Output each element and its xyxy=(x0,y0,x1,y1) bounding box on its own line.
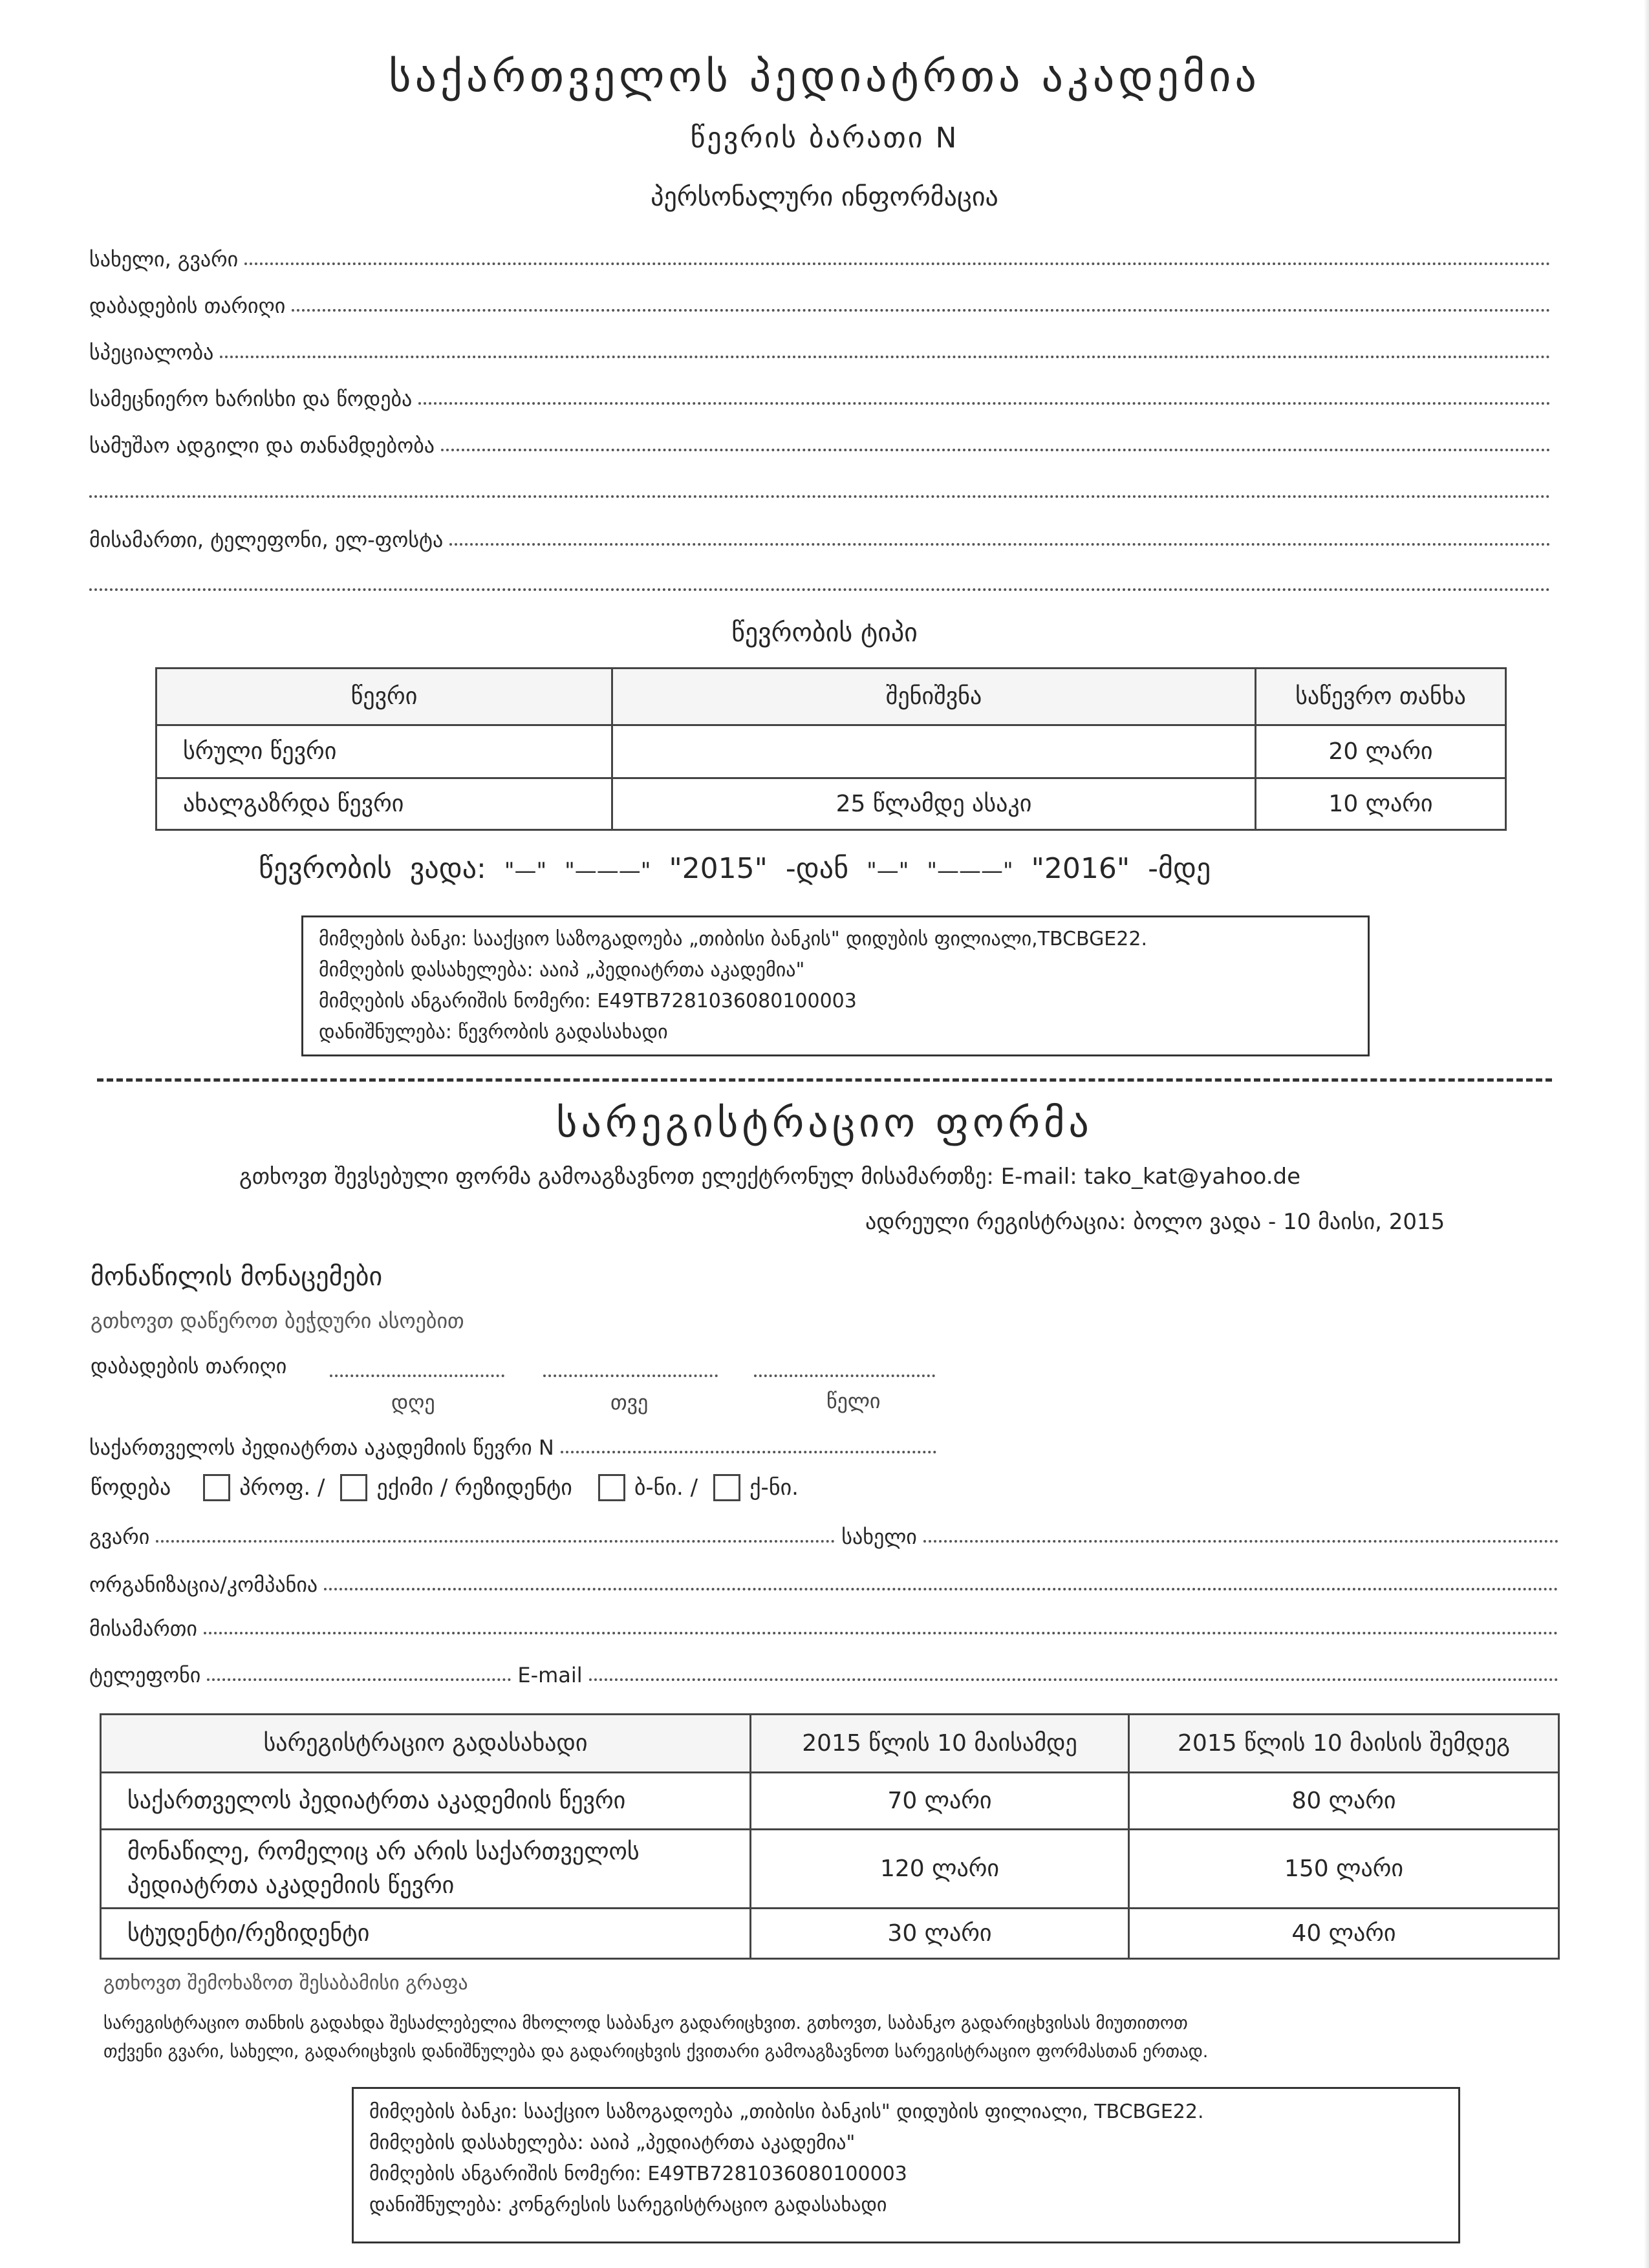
bank-line: დანიშნულება: კონგრესის სარეგისტრაციო გადასახადი xyxy=(369,2194,887,2216)
bank-line: მიმღების ანგარიშის ნომერი: E49TB7281036080100003 xyxy=(369,2163,907,2185)
membership-type-table xyxy=(155,667,1507,831)
doctor-label: ექიმი / რეზიდენტი xyxy=(376,1475,572,1501)
email-label: E-mail xyxy=(517,1663,583,1687)
participant-heading: მონაწილის მონაცემები xyxy=(91,1262,383,1292)
col-note: შენიშვნა xyxy=(612,669,1256,725)
membership-term xyxy=(259,852,1211,885)
month-caption: თვე xyxy=(610,1390,649,1415)
bank-line: მიმღების დასახელება: ააიპ „პედიატრთა აკადემია" xyxy=(319,959,805,981)
name-field[interactable] xyxy=(923,1540,1558,1543)
bank-line: მიმღების დასახელება: ააიპ „პედიატრთა აკადემია" xyxy=(369,2132,856,2154)
table-cell: 80 ლარი xyxy=(1129,1773,1559,1830)
address-field[interactable]: მისამართი xyxy=(89,1610,1558,1641)
personal-info-heading: პერსონალური ინფორმაცია xyxy=(651,182,998,212)
term-to: -მდე xyxy=(1148,852,1211,885)
table-cell: 25 წლამდე ასაკი xyxy=(612,778,1256,830)
field-contacts[interactable]: მისამართი, ტელეფონი, ელ-ფოსტა xyxy=(89,521,1551,552)
table-cell: 30 ლარი xyxy=(751,1909,1129,1959)
col-fee: საწევრო თანხა xyxy=(1256,669,1506,725)
term-from: -დან xyxy=(785,852,849,885)
member-number-field[interactable]: საქართველოს პედიატრთა აკადემიის წევრი N xyxy=(89,1429,936,1460)
early-registration-note: ადრეული რეგისტრაცია: ბოლო ვადა - 10 მაისი, 2015 xyxy=(865,1209,1445,1235)
year-caption: წელი xyxy=(826,1389,881,1413)
ms-label: ქ-ნი. xyxy=(749,1475,799,1501)
col-fee-type: სარეგისტრაციო გადასახადი xyxy=(101,1715,751,1773)
email-instruction: გთხოვთ შევსებული ფორმა გამოაგზავნოთ ელექტრონულ მისამართზე: E-mail: tako_kat@yahoo.de xyxy=(239,1164,1301,1190)
term-day-from: "—" xyxy=(504,858,547,884)
card-subtitle: წევრის ბარათი N xyxy=(690,122,959,155)
registration-title: სარეგისტრაციო ფორმა xyxy=(556,1099,1093,1146)
table-cell: 40 ლარი xyxy=(1129,1909,1559,1959)
table-cell: სრული წევრი xyxy=(156,725,612,778)
field-full-name[interactable]: სახელი, გვარი xyxy=(89,241,1551,272)
page-title: საქართველოს პედიატრთა აკადემია xyxy=(389,52,1260,102)
surname-label: გვარი xyxy=(89,1524,150,1549)
bank-line: მიმღების ბანკი: სააქციო საზოგადოება „თიბისი ბანკის" დიდუბის ფილიალი,TBCBGE22. xyxy=(319,928,1147,950)
term-day-to: "—" xyxy=(867,858,909,884)
name-row xyxy=(89,1518,1558,1549)
dob-label: დაბადების თარიღი xyxy=(91,1354,287,1378)
field-birth-date[interactable]: დაბადების თარიღი xyxy=(89,287,1551,318)
term-year-to: "2016" xyxy=(1031,852,1130,885)
table-cell: ახალგაზრდა წევრი xyxy=(156,778,612,830)
col-before: 2015 წლის 10 მაისამდე xyxy=(751,1715,1129,1773)
bank-line: დანიშნულება: წევრობის გადასახადი xyxy=(319,1021,668,1043)
surname-field[interactable] xyxy=(156,1540,835,1543)
mark-note: გთხოვთ შემოხაზოთ შესაბამისი გრაფა xyxy=(103,1972,468,1995)
field-contacts-cont[interactable] xyxy=(89,566,1551,597)
table-cell: სტუდენტი/რეზიდენტი xyxy=(101,1909,751,1959)
dob-day-field[interactable] xyxy=(330,1375,504,1377)
table-cell: საქართველოს პედიატრთა აკადემიის წევრი xyxy=(101,1773,751,1830)
dob-month-field[interactable] xyxy=(543,1375,718,1377)
table-cell xyxy=(612,725,1256,778)
title-label: წოდება xyxy=(91,1475,171,1501)
table-row xyxy=(156,778,1506,830)
organization-field[interactable]: ორგანიზაცია/კომპანია xyxy=(89,1566,1558,1597)
payment-note-line-1: სარეგისტრაციო თანხის გადახდა შესაძლებელია მხოლოდ საბანკო გადარიცხვით. გთხოვთ, საბანკო გადარიცხვისას მიუთითოთ xyxy=(103,2013,1188,2033)
title-options xyxy=(91,1474,799,1501)
bank-details-membership xyxy=(301,915,1370,1056)
ms-checkbox[interactable] xyxy=(713,1474,740,1501)
field-workplace-cont[interactable] xyxy=(89,473,1551,504)
table-cell: 120 ლარი xyxy=(751,1830,1129,1909)
registration-fee-table xyxy=(100,1713,1560,1960)
table-row xyxy=(101,1830,1559,1909)
bank-line: მიმღების ბანკი: სააქციო საზოგადოება „თიბისი ბანკის" დიდუბის ფილიალი, TBCBGE22. xyxy=(369,2101,1204,2123)
scan-edge-shadow xyxy=(1644,0,1649,2268)
term-month-from: "———" xyxy=(565,858,651,884)
table-cell: 20 ლარი xyxy=(1256,725,1506,778)
field-degree[interactable]: სამეცნიერო ხარისხი და წოდება xyxy=(89,380,1551,411)
term-month-to: "———" xyxy=(927,858,1013,884)
name-label: სახელი xyxy=(841,1524,917,1549)
payment-note-line-2: თქვენი გვარი, სახელი, გადარიცხვის დანიშნულება და გადარიცხვის ქვითარი გამოაგზავნოთ სარეგისტრაციო ფორმასთან ერთად. xyxy=(103,2042,1209,2062)
prof-label: პროფ. / xyxy=(239,1475,325,1501)
phone-label: ტელეფონი xyxy=(89,1663,201,1687)
bank-line: მიმღების ანგარიშის ნომერი: E49TB7281036080100003 xyxy=(319,990,857,1012)
membership-type-heading: წევრობის ტიპი xyxy=(731,618,918,648)
table-cell: 10 ლარი xyxy=(1256,778,1506,830)
col-after: 2015 წლის 10 მაისის შემდეგ xyxy=(1129,1715,1559,1773)
phone-field[interactable] xyxy=(207,1678,511,1681)
dob-year-field[interactable] xyxy=(754,1375,935,1377)
table-row xyxy=(101,1773,1559,1830)
term-year-from: "2015" xyxy=(669,852,768,885)
email-field[interactable] xyxy=(589,1678,1558,1681)
table-row xyxy=(101,1909,1559,1959)
prof-checkbox[interactable] xyxy=(203,1474,230,1501)
bank-details-registration xyxy=(352,2087,1460,2243)
term-label: წევრობის ვადა: xyxy=(259,852,486,885)
field-specialty[interactable]: სპეციალობა xyxy=(89,334,1551,365)
doctor-checkbox[interactable] xyxy=(340,1474,367,1501)
cut-line xyxy=(97,1078,1552,1082)
contact-row xyxy=(89,1656,1558,1687)
field-workplace[interactable]: სამუშაო ადგილი და თანამდებობა xyxy=(89,427,1551,458)
mr-label: ბ-ნი. / xyxy=(634,1475,698,1501)
table-cell: 70 ლარი xyxy=(751,1773,1129,1830)
table-cell: მონაწილე, რომელიც არ არის საქართველოს პედიატრთა აკადემიის წევრი xyxy=(101,1830,751,1909)
col-member: წევრი xyxy=(156,669,612,725)
day-caption: დღე xyxy=(391,1390,435,1415)
print-note: გთხოვთ დაწეროთ ბეჭდური ასოებით xyxy=(91,1309,464,1333)
table-cell: 150 ლარი xyxy=(1129,1830,1559,1909)
mr-checkbox[interactable] xyxy=(598,1474,625,1501)
table-row xyxy=(156,725,1506,778)
